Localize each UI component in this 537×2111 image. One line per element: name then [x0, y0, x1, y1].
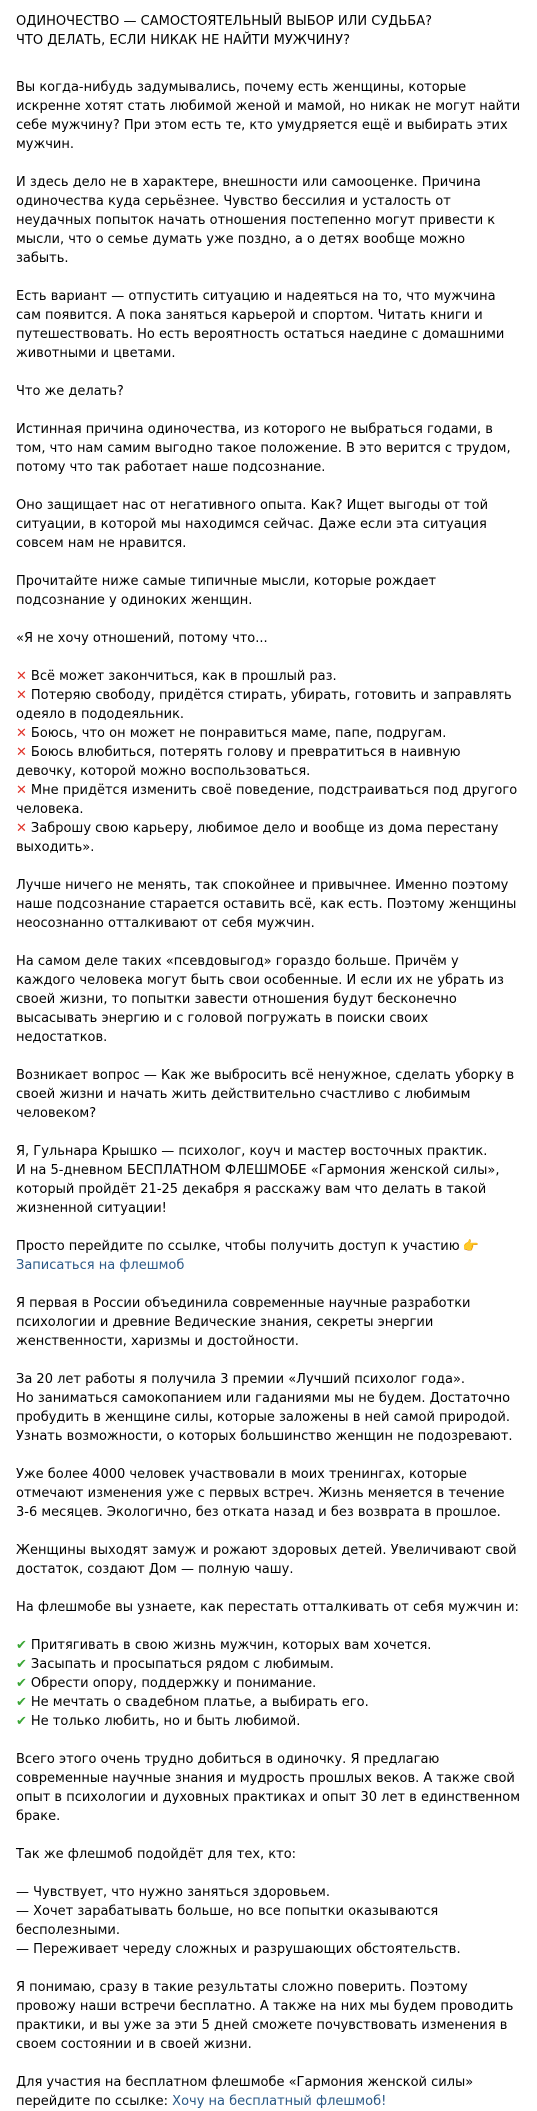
cross-icon: ✕: [16, 745, 27, 760]
list-item: ✕ Заброшу свою карьеру, любимое дело и вообще из дома перестану выходить».: [16, 821, 499, 855]
paragraph-pseudo-benefits: На самом деле таких «псевдовыгод» гораздо больше. Причём у каждого человека могут быть свои особенные. И если их не убрать из своей жизни, то попытки завести отношения будут бесконечно высасывать энергию и с головой погружать в поиски своих недостатков.: [16, 954, 504, 1045]
list-item: ✔ Засыпать и просыпаться рядом с любимым.: [16, 1657, 334, 1672]
paragraph-results: Женщины выходят замуж и рожают здоровых детей. Увеличивают свой достаток, создают Дом — полную чашу.: [16, 1543, 517, 1577]
pointing-hand-icon: 👉: [462, 1239, 479, 1254]
no-digging-line: Но заниматься самокопанием или гаданиями мы не будем. Достаточно пробудить в женщине силы, которые заложены в ней самой природой. Узнать возможности, о которых большинство женщин не подозревают.: [16, 1391, 513, 1444]
cross-icon: ✕: [16, 821, 27, 836]
check-icon: ✔: [16, 1657, 27, 1672]
paragraph-experience: [16, 1370, 521, 1446]
signup-text: Просто перейдите по ссылке, чтобы получить доступ к участию: [16, 1239, 460, 1254]
cross-icon: ✕: [16, 688, 27, 703]
paragraph-intro: Вы когда-нибудь задумывались, почему есть женщины, которые искренне хотят стать любимой женой и мамой, но никак не могут найти себе мужчину? При этом есть те, кто умудряется ещё и выбирать этих мужчин.: [16, 80, 521, 152]
paragraph-author: [16, 1142, 521, 1218]
list-item: ✕ Всё может закончиться, как в прошлый раз.: [16, 669, 337, 684]
fears-list: [16, 667, 521, 857]
check-icon: ✔: [16, 1676, 27, 1691]
list-item: ✔ Не только любить, но и быть любимой.: [16, 1714, 301, 1729]
signup-link[interactable]: Записаться на флешмоб: [16, 1258, 185, 1273]
paragraph-protection: Оно защищает нас от негативного опыта. Как? Ищет выгоды от той ситуации, в которой мы находимся сейчас. Даже если эта ситуация совсем нам не нравится.: [16, 498, 489, 551]
list-item: ✔ Обрести опору, поддержку и понимание.: [16, 1676, 317, 1691]
awards-line: За 20 лет работы я получила 3 премии «Лучший психолог года».: [16, 1372, 466, 1387]
check-icon: ✔: [16, 1638, 27, 1653]
list-item: ✕ Потеряю свободу, придётся стирать, убирать, готовить и заправлять одеяло в пододеяльник.: [16, 688, 512, 722]
paragraph-question: Что же делать?: [16, 384, 124, 399]
paragraph-first-in-russia: Я первая в России объединила современные научные разработки психологии и древние Ведические знания, секреты энергии женственности, харизмы и достойности.: [16, 1296, 471, 1349]
list-item: — Хочет зарабатывать больше, но все попытки оказываются бесполезными.: [16, 1904, 439, 1938]
list-item: — Переживает череду сложных и разрушающих обстоятельств.: [16, 1942, 461, 1957]
paragraph-free-meetings: Я понимаю, сразу в такие результаты сложно поверить. Поэтому провожу наши встречи бесплатно. А также на них мы будем проводить практики, и вы уже за эти 5 дней сможете почувствовать изменения в своем состоянии и в своей жизни.: [16, 1980, 514, 2052]
paragraph-no-change: Лучше ничего не менять, так спокойнее и привычнее. Именно поэтому наше подсознание старается оставить всё, как есть. Поэтому женщины неосознанно отталкивают от себя мужчин.: [16, 878, 517, 931]
cross-icon: ✕: [16, 726, 27, 741]
paragraph-alone-hard: Всего этого очень трудно добиться в одиночку. Я предлагаю современные научные знания и мудрость прошлых веков. А также свой опыт в психологии и духовных практиках и опыт 30 лет в единственном браке.: [16, 1752, 521, 1824]
list-item: ✔ Притягивать в свою жизнь мужчин, которых вам хочется.: [16, 1638, 432, 1653]
cross-icon: ✕: [16, 669, 27, 684]
author-flashmob: И на 5-дневном БЕСПЛАТНОМ ФЛЕШМОБЕ «Гармония женской силы», который пройдёт 21-25 декабря я расскажу вам что делать в такой жизненной ситуации!: [16, 1163, 500, 1216]
paragraph-option: Есть вариант — отпустить ситуацию и надеяться на то, что мужчина сам появится. А пока заняться карьерой и спортом. Читать книги и путешествовать. Но есть вероятность остаться наедине с домашними животными и цветами.: [16, 289, 505, 361]
list-item: ✕ Мне придётся изменить своё поведение, подстраиваться под другого человека.: [16, 783, 518, 817]
paragraph-cause: И здесь дело не в характере, внешности или самооценке. Причина одиночества куда серьёзнее. Чувство бессилия и усталость от неудачных попыток начать отношения постепенно могут привести к мысли, что о семье думать уже поздно, а о детях вообще можно забыть.: [16, 175, 496, 266]
paragraph-how: Возникает вопрос — Как же выбросить всё ненужное, сделать уборку в своей жизни и начать жить действительно счастливо с любимым человеком?: [16, 1068, 515, 1121]
cross-icon: ✕: [16, 783, 27, 798]
paragraph-read-below: Прочитайте ниже самые типичные мысли, которые рождает подсознание у одиноких женщин.: [16, 574, 437, 608]
paragraph-participants: Уже более 4000 человек участвовали в моих тренингах, которые отмечают изменения уже с первых встреч. Жизнь меняется в течение 3-6 месяцев. Экологично, без отката назад и без возврата в прошлое.: [16, 1467, 505, 1520]
author-intro: Я, Гульнара Крышко — психолог, коуч и мастер восточных практик.: [16, 1144, 488, 1159]
post-title-line-1: ОДИНОЧЕСТВО — САМОСТОЯТЕЛЬНЫЙ ВЫБОР ИЛИ СУДЬБА?: [16, 14, 432, 29]
free-flashmob-link[interactable]: Хочу на бесплатный флешмоб!: [172, 2094, 387, 2109]
paragraph-signup: [16, 1237, 521, 1275]
post-title-line-2: ЧТО ДЕЛАТЬ, ЕСЛИ НИКАК НЕ НАЙТИ МУЖЧИНУ?: [16, 33, 350, 48]
check-icon: ✔: [16, 1714, 27, 1729]
final-cta-text: Для участия на бесплатном флешмобе «Гармония женской силы» перейдите по ссылке:: [16, 2075, 474, 2109]
list-item: — Чувствует, что нужно заняться здоровьем.: [16, 1885, 330, 1900]
paragraph-you-will-learn: На флешмобе вы узнаете, как перестать отталкивать от себя мужчин и:: [16, 1600, 519, 1615]
list-item: ✔ Не мечтать о свадебном платье, а выбирать его.: [16, 1695, 369, 1710]
list-item: ✕ Боюсь влюбиться, потерять голову и превратиться в наивную девочку, которой можно воспользоваться.: [16, 745, 461, 779]
benefits-list: [16, 1636, 521, 1731]
paragraph-also-for: Так же флешмоб подойдёт для тех, кто:: [16, 1847, 297, 1862]
audience-list: [16, 1883, 521, 1959]
paragraph-quote-start: «Я не хочу отношений, потому что...: [16, 631, 268, 646]
list-item: ✕ Боюсь, что он может не понравиться маме, папе, подругам.: [16, 726, 447, 741]
paragraph-final-cta: [16, 2073, 521, 2111]
check-icon: ✔: [16, 1695, 27, 1710]
post-title: [16, 12, 521, 50]
paragraph-true-cause: Истинная причина одиночества, из которого не выбраться годами, в том, что нам самим выгодно такое положение. В это верится с трудом, потому что так работает наше подсознание.: [16, 422, 511, 475]
